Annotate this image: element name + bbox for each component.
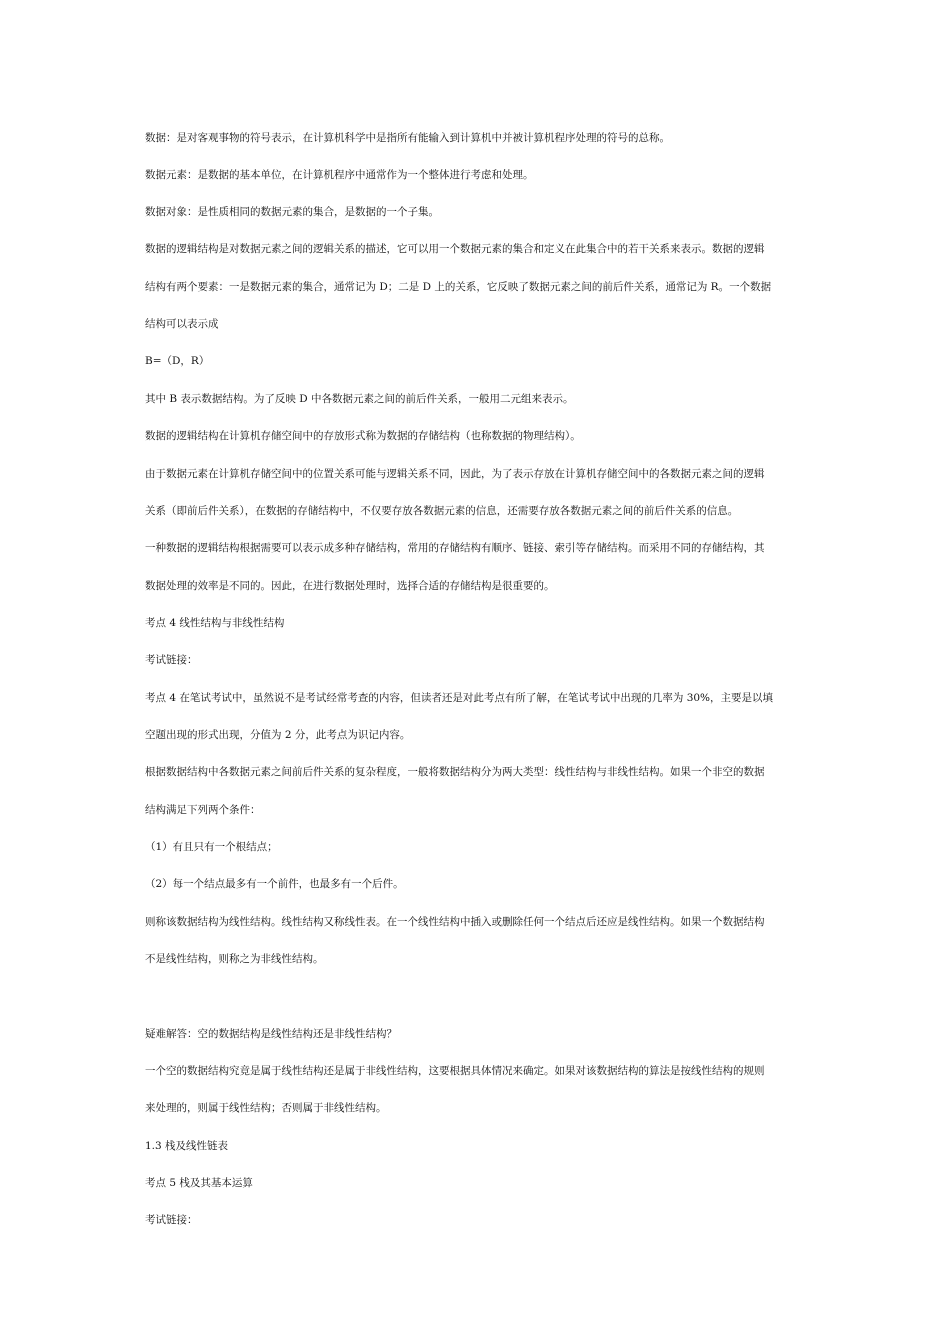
- paragraph-line: 一个空的数据结构究竟是属于线性结构还是属于非线性结构，这要根据具体情况来确定。如果对该数据结构的算法是按线性结构的规则: [145, 1065, 765, 1077]
- paragraph-line: 考点 4 在笔试考试中，虽然说不是考试经常考查的内容，但读者还是对此考点有所了解，在笔试考试中出现的几率为 30%，主要是以填: [145, 692, 774, 704]
- paragraph-line: 结构可以表示成: [145, 318, 219, 330]
- list-item: （2）每一个结点最多有一个前件，也最多有一个后件。: [145, 878, 404, 890]
- paragraph-line: 不是线性结构，则称之为非线性结构。: [145, 953, 324, 965]
- section-heading: 考点 5 栈及其基本运算: [145, 1177, 253, 1189]
- subheading: 考试链接：: [145, 1214, 198, 1226]
- paragraph-line: 根据数据结构中各数据元素之间前后件关系的复杂程度，一般将数据结构分为两大类型：线性结构与非线性结构。如果一个非空的数据: [145, 766, 765, 778]
- paragraph-line: 数据元素：是数据的基本单位，在计算机程序中通常作为一个整体进行考虑和处理。: [145, 169, 534, 181]
- paragraph-line: 其中 B 表示数据结构。为了反映 D 中各数据元素之间的前后件关系，一般用二元组来表示。: [145, 393, 574, 405]
- faq-question: 疑难解答：空的数据结构是线性结构还是非线性结构？: [145, 1028, 397, 1040]
- paragraph-line: 则称该数据结构为线性结构。线性结构又称线性表。在一个线性结构中插入或删除任何一个结点后还应是线性结构。如果一个数据结构: [145, 916, 765, 928]
- subheading: 考试链接：: [145, 654, 198, 666]
- paragraph-line: 数据的逻辑结构在计算机存储空间中的存放形式称为数据的存储结构（也称数据的物理结构）。: [145, 430, 581, 442]
- paragraph-line: 来处理的，则属于线性结构；否则属于非线性结构。: [145, 1102, 387, 1114]
- paragraph-line: 一种数据的逻辑结构根据需要可以表示成多种存储结构，常用的存储结构有顺序、链接、索引等存储结构。而采用不同的存储结构，其: [145, 542, 765, 554]
- chapter-heading: 1.3 栈及线性链表: [145, 1140, 229, 1152]
- paragraph-line: 数据的逻辑结构是对数据元素之间的逻辑关系的描述，它可以用一个数据元素的集合和定义在此集合中的若干关系来表示。数据的逻辑: [145, 243, 765, 255]
- paragraph-line: 关系（即前后件关系），在数据的存储结构中，不仅要存放各数据元素的信息，还需要存放各数据元素之间的前后件关系的信息。: [145, 505, 739, 517]
- paragraph-line: 结构满足下列两个条件：: [145, 804, 261, 816]
- paragraph-line: 空题出现的形式出现，分值为 2 分，此考点为识记内容。: [145, 729, 411, 741]
- list-item: （1）有且只有一个根结点；: [145, 841, 278, 853]
- paragraph-line: 结构有两个要素：一是数据元素的集合，通常记为 D；二是 D 上的关系，它反映了数据元素之间的前后件关系，通常记为 R。一个数据: [145, 281, 772, 293]
- section-heading: 考点 4 线性结构与非线性结构: [145, 617, 285, 629]
- paragraph-line: 数据处理的效率是不同的。因此，在进行数据处理时，选择合适的存储结构是很重要的。: [145, 580, 555, 592]
- paragraph-line: 数据：是对客观事物的符号表示，在计算机科学中是指所有能输入到计算机中并被计算机程序处理的符号的总称。: [145, 132, 670, 144]
- formula-line: B=（D，R）: [145, 355, 210, 367]
- paragraph-line: 由于数据元素在计算机存储空间中的位置关系可能与逻辑关系不同，因此，为了表示存放在计算机存储空间中的各数据元素之间的逻辑: [145, 468, 765, 480]
- paragraph-line: 数据对象：是性质相同的数据元素的集合，是数据的一个子集。: [145, 206, 439, 218]
